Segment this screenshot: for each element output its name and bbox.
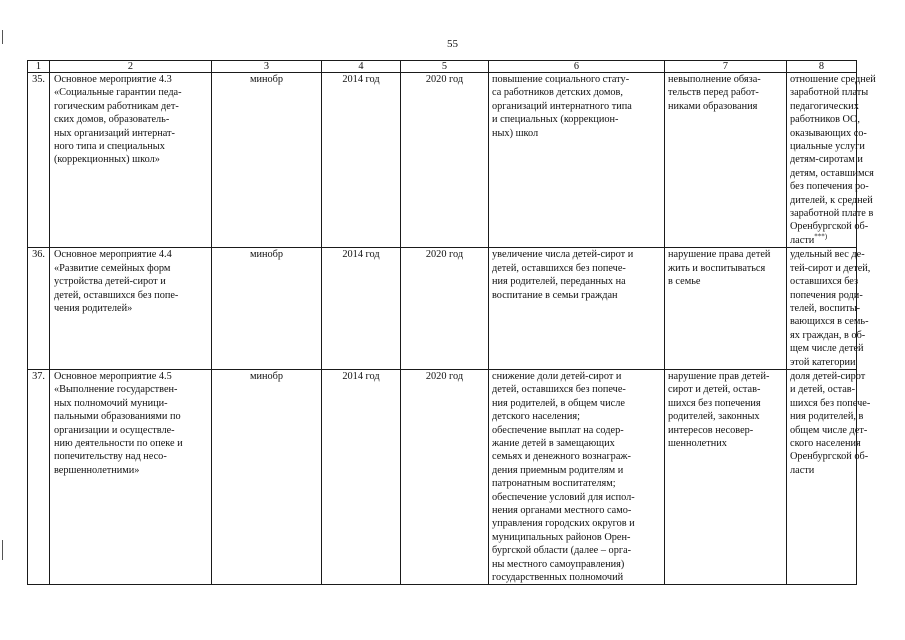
column-header: 4: [322, 61, 401, 73]
risk-cell-text: сирот и детей, остав-: [668, 384, 761, 396]
indicator-cell-line: [790, 127, 867, 140]
result-cell-text: снижение доли детей-сирот и: [492, 370, 622, 382]
indicator-cell-text: общем числе дет-: [790, 424, 868, 436]
result-cell-line: [492, 100, 661, 113]
result-cell-text: патронатным воспитателям;: [492, 478, 616, 490]
indicator-cell-text: ях граждан, в об-: [790, 329, 866, 341]
end-year-cell: 2020 год: [401, 248, 489, 370]
indicator-cell-line: [790, 329, 866, 342]
end-year-cell: 2020 год: [401, 73, 489, 248]
measure-cell: [50, 73, 212, 248]
scan-margin-mark: [2, 30, 3, 44]
risk-cell-line: [668, 437, 783, 450]
indicator-cell-text: щем числе детей: [790, 343, 864, 355]
indicator-cell-text: заработной плате в: [790, 208, 874, 220]
indicator-cell-line: [790, 194, 873, 207]
table-row: [28, 248, 857, 370]
risk-cell-line: [668, 100, 783, 113]
result-cell-line: [492, 544, 661, 557]
result-cell-line: [492, 450, 661, 463]
measure-cell-text: «Развитие семейных форм: [54, 262, 171, 274]
indicator-cell-text: Оренбургской об-: [790, 451, 869, 463]
indicator-cell-line: [790, 234, 853, 247]
result-cell-text: детского населения;: [492, 411, 580, 423]
indicator-cell-text: попечения роди-: [790, 289, 863, 301]
result-cell-line: [492, 383, 661, 396]
risk-cell-line: [668, 424, 783, 437]
result-cell-line: [492, 464, 661, 477]
indicator-cell: [787, 369, 871, 585]
indicator-cell-line: [790, 275, 859, 288]
result-cell-line: [492, 289, 661, 302]
indicator-cell-text: работников ОО,: [790, 114, 861, 126]
indicator-cell-line: [790, 437, 861, 450]
result-cell-text: муниципальных районов Орен-: [492, 531, 631, 543]
measure-cell-text: детей, оставшихся без попе-: [54, 289, 179, 301]
risk-cell-line: [668, 262, 783, 275]
result-cell-text: дения приемным родителям и: [492, 464, 624, 476]
measure-cell-text: ских домов, образователь-: [54, 114, 170, 126]
result-cell-line: [492, 491, 661, 504]
indicator-cell-line: [790, 248, 865, 261]
indicator-cell-text: циальные услуги: [790, 141, 865, 153]
measure-cell-text: вершеннолетними»: [54, 464, 140, 476]
result-cell-text: организаций интернатного типа: [492, 100, 632, 112]
indicator-cell-line: [790, 262, 871, 275]
risk-cell-text: нарушение права детей: [668, 249, 771, 261]
measure-cell-text: нию деятельности по опеке и: [54, 437, 183, 449]
result-cell-line: [492, 504, 661, 517]
measure-cell-line: [54, 113, 208, 126]
risk-cell-line: [668, 86, 783, 99]
result-cell-text: ны местного самоуправления): [492, 558, 625, 570]
measure-cell-text: (коррекционных) школ»: [54, 154, 160, 166]
indicator-cell-line: [790, 410, 864, 423]
result-cell-text: ния родителей, переданных на: [492, 276, 626, 288]
end-year-cell: 2020 год: [401, 369, 489, 585]
measure-cell-line: [54, 140, 208, 153]
indicator-cell-line: [790, 113, 861, 126]
measure-cell-line: [54, 450, 208, 463]
result-cell-line: [492, 424, 661, 437]
indicator-cell-line: [790, 73, 876, 86]
risk-cell: [665, 248, 787, 370]
measure-cell-text: Основное мероприятие 4.5: [54, 370, 172, 382]
risk-cell-line: [668, 248, 783, 261]
result-cell-text: детей, оставшихся без попече-: [492, 262, 626, 274]
measure-cell-text: Основное мероприятие 4.4: [54, 249, 172, 261]
indicator-cell-line: [790, 342, 864, 355]
indicator-cell-text: Оренбургской об-: [790, 221, 869, 233]
result-cell-text: ния родителей, в общем числе: [492, 397, 625, 409]
risk-cell-line: [668, 73, 783, 86]
risk-cell-line: [668, 383, 783, 396]
column-header: 2: [50, 61, 212, 73]
indicator-cell-text: шихся без попече-: [790, 397, 871, 409]
executor-cell: минобр: [212, 248, 322, 370]
indicator-cell-line: [790, 180, 869, 193]
result-cell-line: [492, 248, 661, 261]
risk-cell-line: [668, 410, 783, 423]
result-cell-text: и специальных (коррекцион-: [492, 114, 619, 126]
row-number: 37.: [28, 369, 50, 585]
indicator-cell-text: телей, воспиты-: [790, 302, 861, 314]
risk-cell: [665, 369, 787, 585]
measure-cell-line: [54, 289, 208, 302]
column-header: 7: [665, 61, 787, 73]
result-cell: [489, 369, 665, 585]
footnote-mark: ***): [814, 232, 828, 241]
risk-cell-text: шихся без попечения: [668, 397, 761, 409]
indicator-cell-text: детям-сиротам и: [790, 154, 863, 166]
result-cell-line: [492, 531, 661, 544]
result-cell-line: [492, 558, 661, 571]
result-cell-line: [492, 410, 661, 423]
measure-cell-line: [54, 73, 208, 86]
indicator-cell-text: отношение средней: [790, 74, 876, 85]
table-header-row: [28, 61, 857, 73]
indicator-cell-line: [790, 167, 874, 180]
measure-cell-text: Основное мероприятие 4.3: [54, 74, 172, 85]
result-cell-line: [492, 86, 661, 99]
result-cell-text: жание детей в замещающих: [492, 437, 615, 449]
risk-cell-text: жить и воспитываться: [668, 262, 766, 274]
indicator-cell-text: удельный вес де-: [790, 249, 865, 261]
measure-cell-line: [54, 383, 208, 396]
indicator-cell-text: ласти: [790, 234, 815, 246]
measure-cell-line: [54, 370, 208, 383]
result-cell: [489, 73, 665, 248]
result-cell-text: управления городских округов и: [492, 518, 635, 530]
indicator-cell-text: и детей, остав-: [790, 384, 856, 396]
risk-cell-line: [668, 370, 783, 383]
indicator-cell-text: доля детей-сирот: [790, 370, 866, 382]
result-cell-text: государственных полномочий: [492, 572, 624, 584]
measure-cell-text: «Социальные гарантии педа-: [54, 87, 182, 99]
indicator-cell-text: тей-сирот и детей,: [790, 262, 871, 274]
result-cell-line: [492, 437, 661, 450]
indicator-cell-line: [790, 289, 863, 302]
result-cell-line: [492, 571, 661, 584]
measure-cell-text: организации и осуществле-: [54, 424, 175, 436]
result-cell-text: ных) школ: [492, 127, 539, 139]
measure-cell-text: ных полномочий муници-: [54, 397, 168, 409]
executor-cell: минобр: [212, 73, 322, 248]
measure-cell-line: [54, 397, 208, 410]
risk-cell-text: тельств перед работ-: [668, 87, 759, 99]
column-header: 8: [787, 61, 857, 73]
measure-cell-line: [54, 275, 208, 288]
page-number: 55: [447, 38, 458, 50]
column-header: 1: [28, 61, 50, 73]
result-cell-line: [492, 113, 661, 126]
measure-cell-text: ных организаций интернат-: [54, 127, 175, 139]
measure-cell-line: [54, 424, 208, 437]
result-cell-line: [492, 517, 661, 530]
result-cell-line: [492, 397, 661, 410]
indicator-cell-text: ния родителей, в: [790, 411, 864, 423]
measure-cell-line: [54, 100, 208, 113]
risk-cell-text: никами образования: [668, 100, 758, 112]
measure-cell-text: пальными образованиями по: [54, 411, 181, 423]
measure-cell-line: [54, 248, 208, 261]
column-header: 6: [489, 61, 665, 73]
measure-cell-line: [54, 86, 208, 99]
indicator-cell-line: [790, 397, 871, 410]
indicator-cell-text: ского населения: [790, 437, 861, 449]
risk-cell: [665, 73, 787, 248]
measure-cell-line: [54, 410, 208, 423]
result-cell: [489, 248, 665, 370]
measure-cell-line: [54, 262, 208, 275]
measure-cell-line: [54, 464, 208, 477]
result-cell-text: са работников детских домов,: [492, 87, 623, 99]
risk-cell-text: родителей, законных: [668, 411, 760, 423]
risk-cell-text: интересов несовер-: [668, 424, 754, 436]
scan-margin-mark: [2, 540, 3, 560]
start-year-cell: 2014 год: [322, 369, 401, 585]
indicator-cell-text: этой категории: [790, 356, 856, 368]
measure-cell-line: [54, 153, 208, 166]
measure-cell-text: устройства детей-сирот и: [54, 276, 166, 288]
indicator-cell-text: ласти: [790, 464, 815, 476]
risk-cell-text: нарушение прав детей-: [668, 370, 770, 382]
row-number: 35.: [28, 73, 50, 248]
result-cell-line: [492, 262, 661, 275]
indicator-cell-text: дителей, к средней: [790, 194, 873, 206]
start-year-cell: 2014 год: [322, 73, 401, 248]
executor-cell: минобр: [212, 369, 322, 585]
indicator-cell-text: без попечения ро-: [790, 181, 869, 193]
indicator-cell-text: заработной платы: [790, 87, 869, 99]
measure-cell-text: гогическим работникам дет-: [54, 100, 179, 112]
result-cell-text: увеличение числа детей-сирот и: [492, 249, 634, 261]
risk-cell-text: шеннолетних: [668, 437, 727, 449]
indicator-cell-line: [790, 100, 859, 113]
indicator-cell-line: [790, 315, 869, 328]
result-cell-text: обеспечение выплат на содер-: [492, 424, 624, 436]
result-cell-line: [492, 73, 661, 86]
measure-cell-line: [54, 437, 208, 450]
measures-table: [27, 60, 876, 585]
result-cell-text: семьях и денежного вознаграж-: [492, 451, 631, 463]
indicator-cell-line: [790, 302, 861, 315]
table-row: [28, 73, 857, 248]
result-cell-line: [492, 370, 661, 383]
indicator-cell-line: [790, 450, 869, 463]
indicator-cell-text: оказывающих со-: [790, 127, 867, 139]
result-cell-text: повышение социального стату-: [492, 74, 630, 85]
indicator-cell-line: [790, 424, 868, 437]
column-header: 5: [401, 61, 489, 73]
result-cell-text: нения органами местного само-: [492, 505, 632, 516]
measure-cell: [50, 369, 212, 585]
indicator-cell-line: [790, 207, 874, 220]
measure-cell: [50, 248, 212, 370]
indicator-cell-text: вающихся в семь-: [790, 316, 869, 328]
measure-cell-line: [54, 302, 208, 315]
table-row: [28, 369, 857, 585]
risk-cell-line: [668, 275, 783, 288]
risk-cell-line: [668, 397, 783, 410]
result-cell-line: [492, 127, 661, 140]
indicator-cell-line: [790, 140, 865, 153]
measure-cell-text: ного типа и специальных: [54, 141, 165, 153]
indicator-cell: [787, 248, 871, 370]
measure-cell-text: попечительству над несо-: [54, 451, 167, 463]
result-cell-line: [492, 275, 661, 288]
indicator-cell-text: детям, оставшимся: [790, 167, 874, 179]
result-cell-line: [492, 477, 661, 490]
measure-cell-text: чения родителей»: [54, 302, 133, 314]
column-header: 3: [212, 61, 322, 73]
indicator-cell-text: педагогических: [790, 100, 859, 112]
indicator-cell-line: [790, 383, 856, 396]
indicator-cell-line: [790, 153, 863, 166]
start-year-cell: 2014 год: [322, 248, 401, 370]
indicator-cell-line: [790, 86, 869, 99]
risk-cell-text: в семье: [668, 276, 701, 288]
result-cell-text: обеспечение условий для испол-: [492, 491, 635, 503]
indicator-cell-text: оставшихся без: [790, 276, 859, 288]
indicator-cell: [787, 73, 876, 248]
indicator-cell-line: [790, 370, 866, 383]
indicator-cell-line: [790, 464, 853, 477]
measure-cell-text: «Выполнение государствен-: [54, 384, 178, 396]
result-cell-text: воспитание в семьи граждан: [492, 289, 618, 301]
result-cell-text: бургской области (далее – орга-: [492, 545, 632, 557]
indicator-cell-line: [790, 356, 856, 369]
row-number: 36.: [28, 248, 50, 370]
measure-cell-line: [54, 127, 208, 140]
result-cell-text: детей, оставшихся без попече-: [492, 384, 626, 396]
risk-cell-text: невыполнение обяза-: [668, 74, 761, 85]
